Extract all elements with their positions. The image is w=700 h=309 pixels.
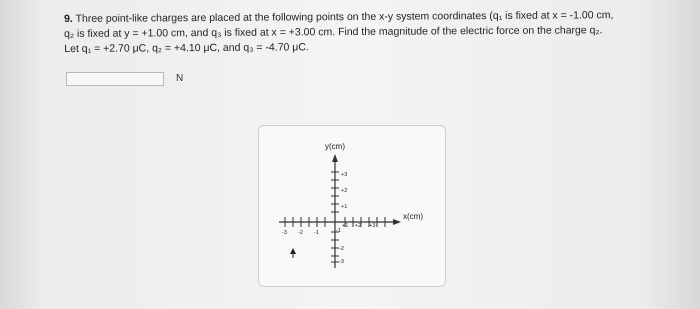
y-tick-label: -2 xyxy=(339,246,344,252)
x-tick-label: -1 xyxy=(314,230,319,236)
question-line-3: Let q₁ = +2.70 μC, q₂ = +4.10 μC, and q₃ = -4.70 μC. xyxy=(64,41,309,55)
y-tick-label: +2 xyxy=(341,188,348,194)
coordinate-figure xyxy=(258,125,446,287)
question-line-2: q₂ is fixed at y = +1.00 cm, and q₃ is fixed at x = +3.00 cm. Find the magnitude of the electric force on the charge q₂. xyxy=(64,24,603,40)
y-axis-label: y(cm) xyxy=(325,142,345,151)
question-text xyxy=(64,8,664,57)
x-tick-label: +2 xyxy=(355,223,362,229)
x-tick-label: -2 xyxy=(298,230,303,236)
y-axis-arrow xyxy=(332,154,338,162)
question-number: 9. xyxy=(64,12,73,25)
y-tick-label: -3 xyxy=(339,259,344,265)
question-line-1-text: Three point-like charges are placed at the following points on the x-y system coordinates (q₁ is fixed at x = -1.00 cm, xyxy=(75,9,614,25)
x-tick-label: +1 xyxy=(342,223,349,229)
coordinate-axes xyxy=(259,126,445,286)
x-axis-label: x(cm) xyxy=(403,212,423,221)
answer-input[interactable] xyxy=(66,72,164,86)
y-tick-label: +3 xyxy=(341,172,348,178)
x-tick-label: -3 xyxy=(282,230,287,236)
y-tick-label: +1 xyxy=(341,204,348,210)
x-tick-label: +3 xyxy=(369,223,376,229)
answer-unit: N xyxy=(176,73,184,84)
x-axis-arrow xyxy=(393,219,401,225)
y-tick-label: -1 xyxy=(336,228,341,234)
